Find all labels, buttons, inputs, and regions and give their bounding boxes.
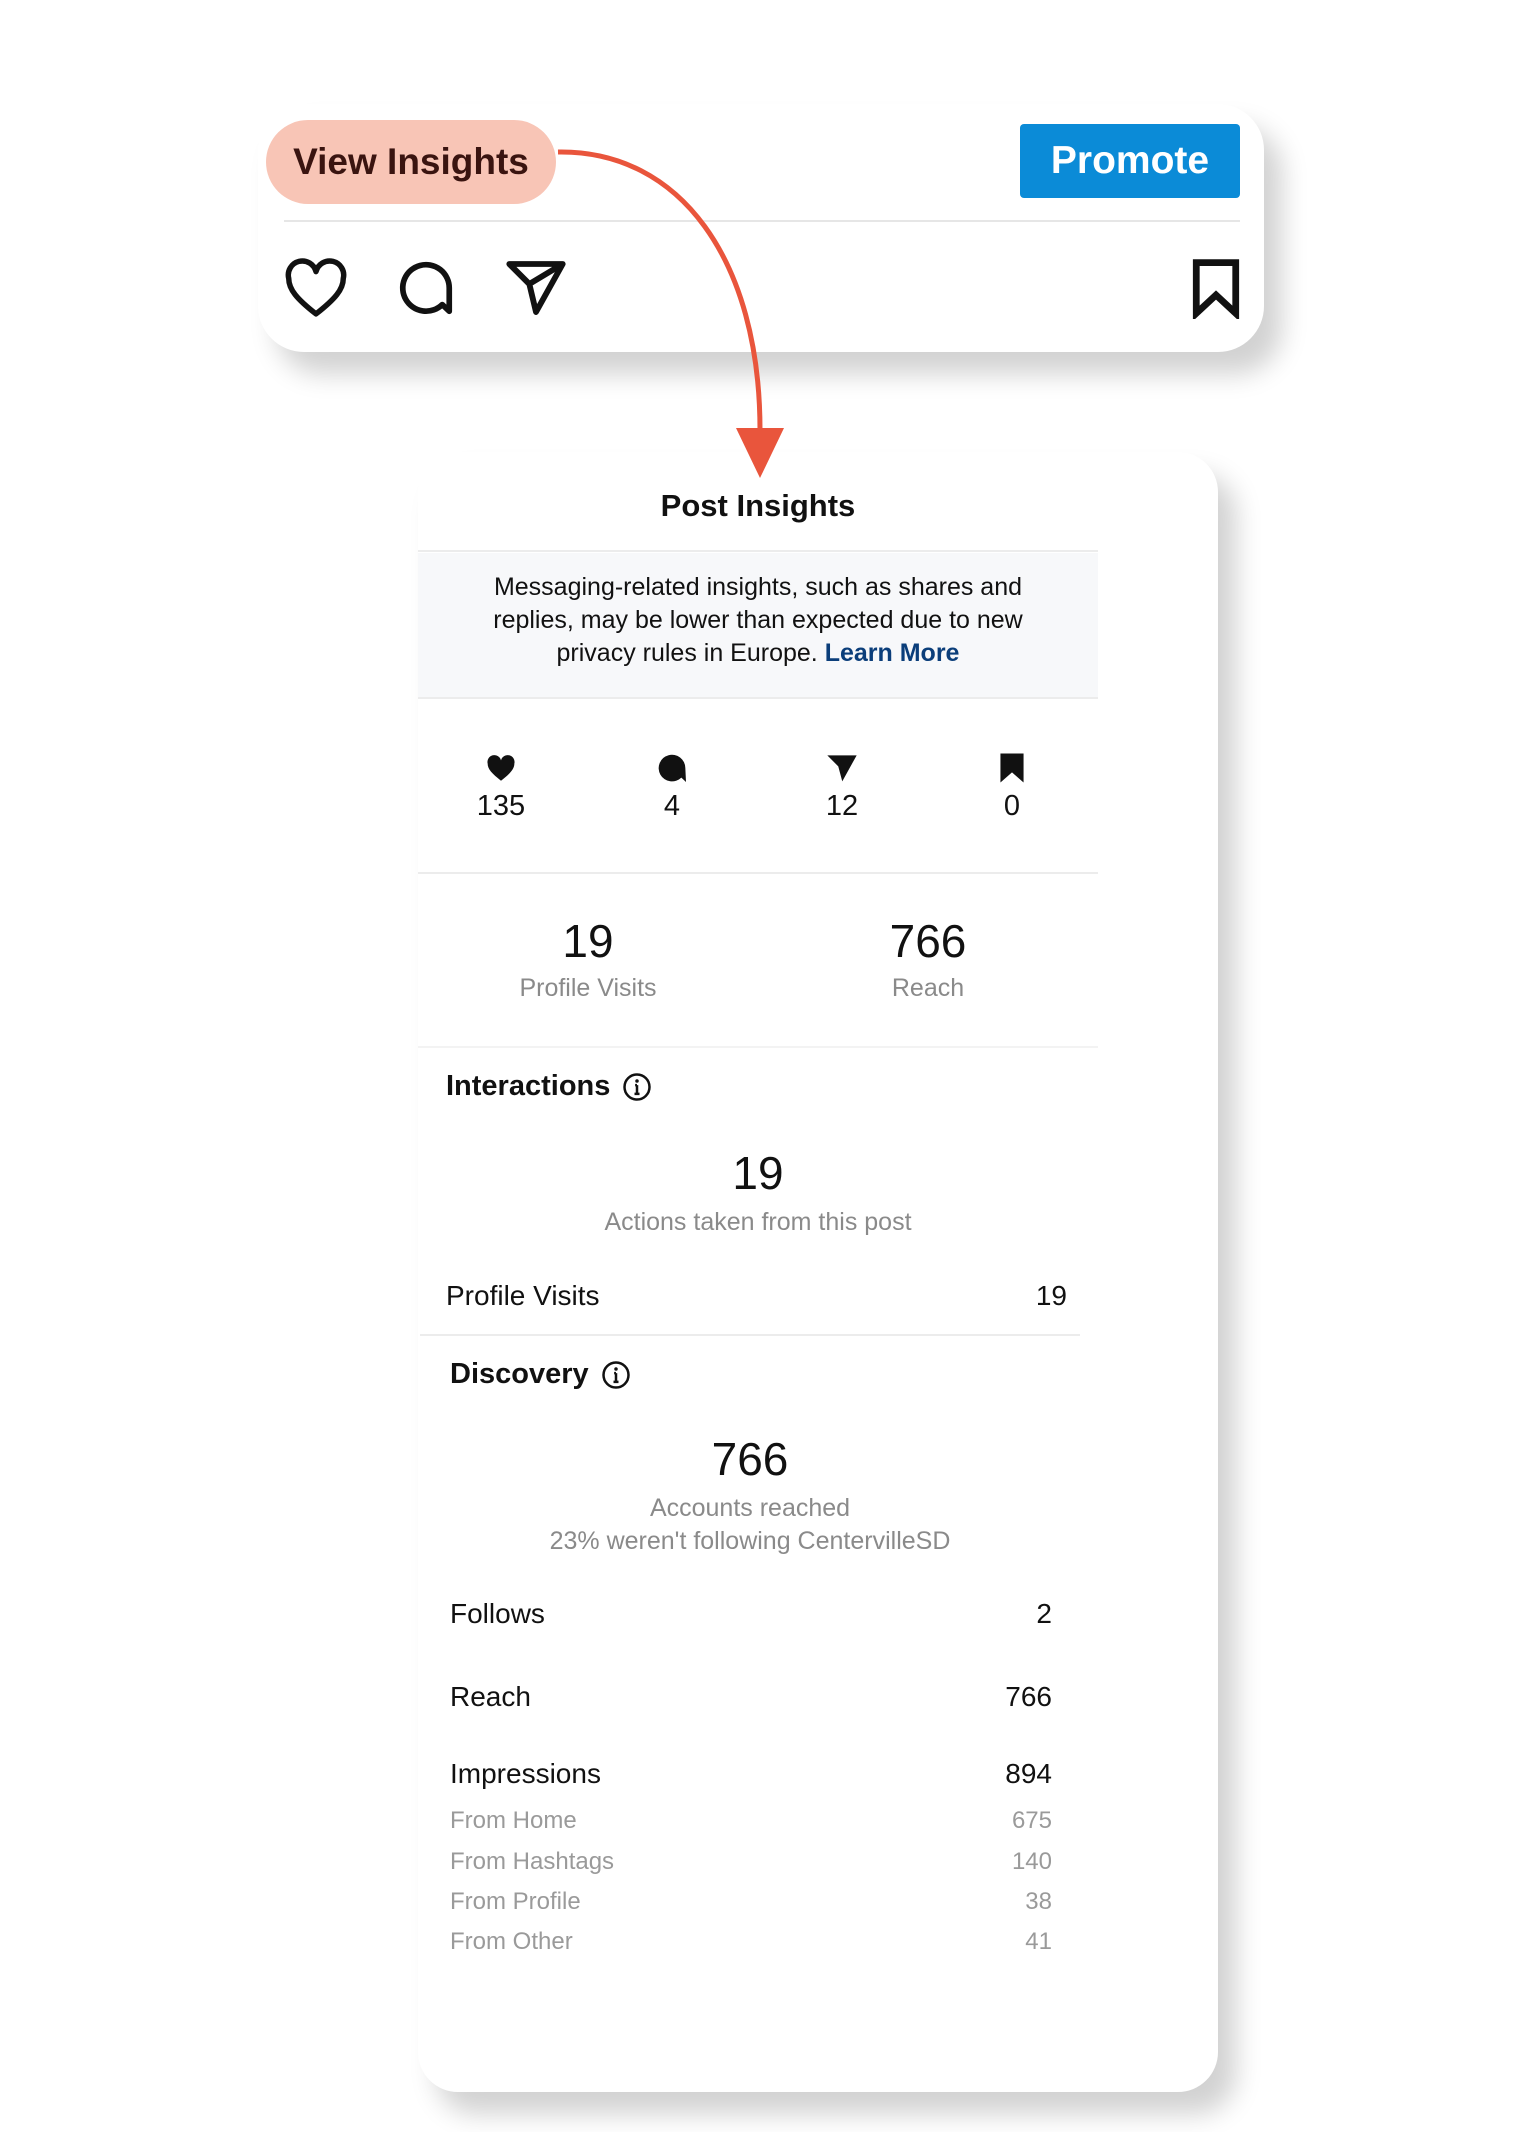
follows-row-value: 2 <box>1036 1598 1052 1629</box>
section-heading: Discovery <box>450 1358 589 1390</box>
from-hashtags-value: 140 <box>1011 1848 1052 1875</box>
action-bar-divider <box>284 220 1240 222</box>
share-icon[interactable] <box>500 252 572 324</box>
profile-visits-label: Profile Visits <box>519 974 657 1002</box>
divider <box>418 550 1098 552</box>
likes-count: 135 <box>476 790 526 822</box>
comment-icon <box>652 748 692 788</box>
comment-icon[interactable] <box>390 252 462 324</box>
profile-visits-row-label: Profile Visits <box>446 1280 600 1311</box>
from-other-value: 41 <box>1025 1928 1052 1955</box>
divider <box>420 1334 1080 1336</box>
notice-line: replies, may be lower than expected due to new <box>493 606 1023 634</box>
from-profile-label: From Profile <box>450 1888 581 1915</box>
from-hashtags-label: From Hashtags <box>450 1848 615 1875</box>
page-title: Post Insights <box>660 488 856 523</box>
shares-count: 12 <box>825 790 859 822</box>
divider <box>418 1046 1098 1048</box>
interactions-total: 19 <box>732 1147 784 1199</box>
bookmark-icon <box>992 748 1032 788</box>
impressions-row-label: Impressions <box>450 1758 601 1789</box>
privacy-notice <box>418 553 1098 697</box>
comments-count: 4 <box>663 790 681 822</box>
discovery-section-title <box>450 1358 631 1391</box>
divider <box>418 872 1098 874</box>
reach-row-label: Reach <box>450 1681 531 1712</box>
interactions-section-title <box>446 1070 652 1103</box>
discovery-subtext: 23% weren't following CentervilleSD <box>549 1527 951 1555</box>
info-icon[interactable] <box>601 1360 631 1390</box>
notice-line: Messaging-related insights, such as shares and <box>493 573 1023 601</box>
discovery-total-label: Accounts reached <box>649 1494 851 1522</box>
reach-label: Reach <box>891 974 965 1002</box>
share-icon <box>822 748 862 788</box>
from-home-value: 675 <box>1011 1807 1052 1834</box>
reach-total: 766 <box>889 915 967 967</box>
from-home-label: From Home <box>450 1807 577 1834</box>
profile-visits-row-value: 19 <box>1035 1280 1067 1311</box>
learn-more-link[interactable]: Learn More <box>824 639 960 667</box>
section-heading: Interactions <box>446 1070 611 1102</box>
saves-count: 0 <box>1003 790 1021 822</box>
promote-button[interactable]: Promote <box>1020 124 1240 198</box>
impressions-row-value: 894 <box>1005 1758 1052 1789</box>
follows-row-label: Follows <box>450 1598 545 1629</box>
reach-row-value: 766 <box>1005 1681 1052 1712</box>
heart-icon[interactable] <box>280 252 352 324</box>
heart-icon <box>481 748 521 788</box>
interactions-total-label: Actions taken from this post <box>604 1208 912 1236</box>
notice-line <box>418 637 1098 670</box>
notice-text: privacy rules in Europe. <box>556 639 818 667</box>
info-icon[interactable] <box>622 1072 652 1102</box>
bookmark-icon[interactable] <box>1180 252 1252 324</box>
divider <box>418 697 1098 699</box>
from-other-label: From Other <box>450 1928 573 1955</box>
from-profile-value: 38 <box>1025 1888 1052 1915</box>
profile-visits-total: 19 <box>562 915 614 967</box>
view-insights-button[interactable]: View Insights <box>266 120 556 204</box>
discovery-total: 766 <box>711 1433 789 1485</box>
